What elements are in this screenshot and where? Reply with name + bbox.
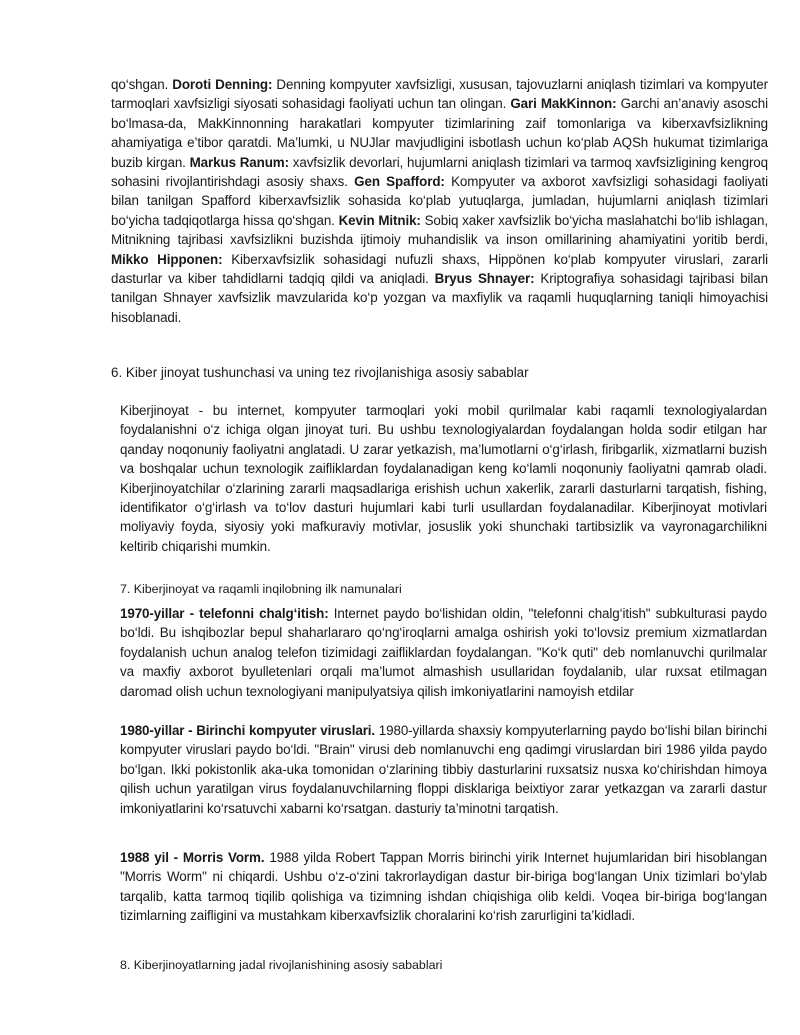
name-kevin-mitnik: Kevin Mitnik:	[338, 212, 421, 228]
text-run: Garchi an’anaviy asoschi bo‘lmasa-da, MakKinnonning harakatlari kompyuter tizimlarining zaif tomonlariga va kiberxavfsizlikning ahamiyatiga e’tibor qaratdi. Ma’lumki, u NUJlar mavjudligini isbotlash uchun ko‘plab AQSh hukumat tizimlariga buzib kirgan.	[111, 96, 768, 170]
text-run: qo‘shgan.	[111, 77, 173, 92]
text-run: Denning kompyuter xavfsizligi, xususan, tajovuzlarni aniqlash tizimlari va kompyuter tarmoqlari xavfsizligi siyosati sohasidagi faoliyati uchun tan olingan.	[111, 77, 769, 112]
name-mikko-hipponen: Mikko Hipponen:	[111, 251, 223, 267]
morris-worm-label: 1988 yil - Morris Vorm.	[120, 850, 265, 865]
text-run: xavfsizlik devorlari, hujumlarni aniqlash tizimlari va tarmoq xavfsizligining kengroq sohasini rivojlantirishdagi asosiy shaxs.	[111, 154, 769, 190]
pioneers-paragraph	[111, 75, 768, 327]
morris-worm-paragraph	[120, 848, 767, 926]
phreaking-label: 1970-yillar - telefonni chalg‘itish:	[120, 606, 329, 621]
text-run: Kompyuter va axborot xavfsizligi sohasidagi faoliyati bilan tanilgan Spafford kiberxavfsizlik sohasida ko‘plab yutuqlarga, jumladan, hujumlarni aniqlash tizimlari bo‘yicha tadqiqotlarga hissa qo‘shgan.	[111, 174, 768, 228]
text-run: Kiberxavfsizlik sohasidagi nufuzli shaxs, Hippönen ko‘plab kompyuter viruslari, zararli dasturlar va kiber tahdidlarni tadqiq qildi va aniqladi.	[111, 251, 768, 287]
text-run: Internet paydo bo‘lishidan oldin, "telefonni chalg‘itish" subkulturasi paydo bo‘ldi. Bu ishqibozlar bepul shaharlararo qo‘ng‘iroqlarni amalga oshirish yoki to‘lovsiz premium xizmatlardan foydalanish uchun analog telefon tizimidagi zaifliklardan foydalangan. "Ko‘k quti" deb nomlanuvchi qurilmalar va maxfiy axborot byulletenlari orqali ma’lumot almashish usullaridan foydalanib, ular ruxsat etilmagan daromad olish uchun texnologiyani manipulyatsiya qilish imkoniyatlarini namoyish etdilar	[120, 606, 767, 699]
name-markus-ranum: Markus Ranum:	[189, 154, 289, 170]
name-bryus-shnayer: Bryus Shnayer:	[434, 271, 535, 287]
first-viruses-paragraph	[120, 721, 767, 818]
section-6-heading: 6. Kiber jinoyat tushunchasi va uning tez rivojlanishiga asosiy sabablar	[111, 365, 529, 380]
text-run: 1980-yillarda shaxsiy kompyuterlarning paydo bo‘lishi bilan birinchi kompyuter viruslari paydo bo‘ldi. "Brain" virusi deb nomlanuvchi eng qadimgi viruslardan biri 1986 yilda paydo bo‘lgan. Ikki pokistonlik aka-uka tomonidan o‘zlarining tibbiy dasturlarini ruxsatsiz nusxa ko‘chirishdan himoya qilish uchun yaratilgan virus foydalanuvchilarning floppi disklariga beixtiyor zarar yetkazgan va zararli dastur imkoniyatlarini ko‘rsatuvchi xabarni ko‘rsatgan. dasturiy ta’minotni tarqatish.	[120, 723, 768, 816]
first-viruses-label: 1980-yillar - Birinchi kompyuter viruslari.	[120, 723, 376, 738]
text-run: 1988 yilda Robert Tappan Morris birinchi yirik Internet hujumlaridan biri hisoblangan "Morris Worm" ni chiqardi. Ushbu o‘z-o‘zini takrorlaydigan dastur bir-biriga bog‘langan Unix tizimlari bo‘ylab tarqalib, katta tarmoq tiqilib qolishiga va tizimning ishdan chiqishiga olib keldi. Voqea bir-biriga bog‘langan tizimlarning zaifligini va mustahkam kiberxavfsizlik choralarini ko‘rish zarurligini ta’kidladi.	[120, 850, 767, 924]
name-gen-spafford: Gen Spafford:	[354, 174, 445, 190]
section-8-heading: 8. Kiberjinoyatlarning jadal rivojlanishining asosiy sabablari	[120, 958, 443, 972]
section-7-heading: 7. Kiberjinoyat va raqamli inqilobning ilk namunalari	[120, 582, 402, 596]
name-doroti-denning: Doroti Denning:	[172, 77, 273, 92]
cybercrime-definition-paragraph: Kiberjinoyat - bu internet, kompyuter tarmoqlari yoki mobil qurilmalar kabi raqamli texnologiyalardan foydalanishni o‘z ichiga olgan jinoyat turi. Bu ushbu texnologiyalardan foydalangan holda sodir etilgan har qanday noqonuniy faoliyatni anglatadi. U zarar yetkazish, ma’lumotlarni o‘g‘irlash, firibgarlik, xizmatlarni buzish va boshqalar uchun texnologik zaifliklardan foydalanadigan keng ko‘lamli noqonuniy faoliyatni qamrab oladi. Kiberjinoyatchilar o‘zlarining zararli maqsadlariga erishish uchun xakerlik, zararli dasturlarni tarqatish, fishing, identifikator o‘g‘irlash va to‘lov dasturi hujumlari kabi turli usullardan foydalanadilar. Kiberjinoyat motivlari moliyaviy foyda, siyosiy yoki mafkuraviy motivlar, josuslik yoki shunchaki tartibsizlik va vayronagarchilikni keltirib chiqarishi mumkin.	[120, 403, 767, 554]
phreaking-paragraph	[120, 604, 767, 701]
name-gari-makkinnon: Gari MakKinnon:	[510, 96, 617, 112]
text-run: Kriptografiya sohasidagi tajribasi bilan tanilgan Shnayer xavfsizlik mavzularida ko‘p yozgan va maxfiylik va raqamli huquqlarning taniqli himoyachisi hisoblanadi.	[111, 271, 768, 325]
text-run: Sobiq xaker xavfsizlik bo‘yicha maslahatchi bo‘lib ishlagan, Mitnikning tajribasi xavfsizlikni buzishda ijtimoiy muhandislik va inson omillarining ahamiyatini yoritib berdi,	[111, 212, 768, 248]
